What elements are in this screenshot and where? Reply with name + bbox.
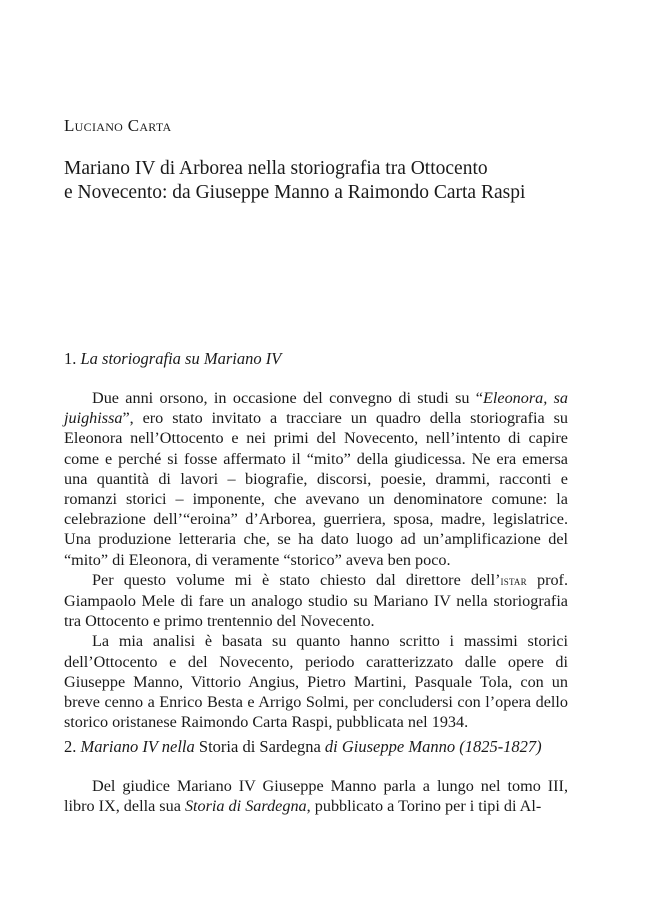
paragraph-text: prof. Giampaolo Mele di fare un analogo studio su Mariano IV nella storiografia tra Ottocento e primo trentennio del Novecento. [64,570,568,631]
section-2-heading [64,737,542,757]
paragraph-text: Del giudice Mariano IV Giuseppe Manno parla a lungo nel tomo III, libro IX, della sua [64,777,568,816]
paragraph-text: ”, ero stato invitato a tracciare un quadro della storiografia su Eleonora nell’Ottocento e nei primi del Novecento, nell’intento di capire come e perché si fosse affermato il “mito” della giudicessa. Ne era emersa una quantità di lavori – biografie, discorsi, poesie, drammi, racconti e romanzi storici – imponente, che avevano un denominatore comune: la celebrazione dell’“eroina” d’Arborea, guerriera, sposa, madre, legislatrice. Una produzione letteraria che, se ha dato luogo ad un’amplificazione del “mito” di Eleonora, di veramente “storico” aveva ben poco. [64,409,568,569]
section-1-paragraph-2 [64,570,568,632]
section-1-number: 1. [64,349,77,368]
chapter-title-line-2: e Novecento: da Giuseppe Manno a Raimondo Carta Raspi [64,182,526,203]
paragraph-text: , pubblicato a Torino per i tipi di Al- [306,797,542,816]
chapter-title-line-1: Mariano IV di Arborea nella storiografia tra Ottocento [64,158,488,179]
small-caps-text: istar [500,572,527,588]
section-2-body [64,776,568,816]
italic-text: Storia di Sardegna [184,797,307,816]
section-1-body [64,388,568,732]
author-name: Luciano Carta [64,116,172,135]
section-1-heading [64,349,281,369]
paragraph-text: Per questo volume mi è stato chiesto dal direttore dell’ [92,570,501,589]
paragraph-text: Due anni orsono, in occasione del convegno di studi su “ [92,389,483,407]
section-1-title: La storiografia su Mariano IV [80,349,282,368]
section-2-paragraph-1 [64,776,568,816]
chapter-title [64,157,604,205]
section-2-title-roman: Storia di Sardegna [198,737,321,756]
section-2-title-italic-2: di Giuseppe Manno (1825-1827) [324,737,542,756]
section-2-title-italic-1: Mariano IV nella [80,737,195,756]
italic-text: Eleonora, sa juighissa [64,389,569,428]
section-1-paragraph-1 [64,388,568,570]
section-1-paragraph-3: La mia analisi è basata su quanto hanno scritto i massimi storici dell’Ottocento e del Novecento, periodo caratterizzato dalle opere di Giuseppe Manno, Vittorio Angius, Pietro Martini, Pasquale Tola, con un breve cenno a Enrico Besta e Arrigo Solmi, per concludersi con l’opera dello storico oristanese Raimondo Carta Raspi, pubblicata nel 1934. [64,632,568,732]
section-2-number: 2. [64,737,77,756]
